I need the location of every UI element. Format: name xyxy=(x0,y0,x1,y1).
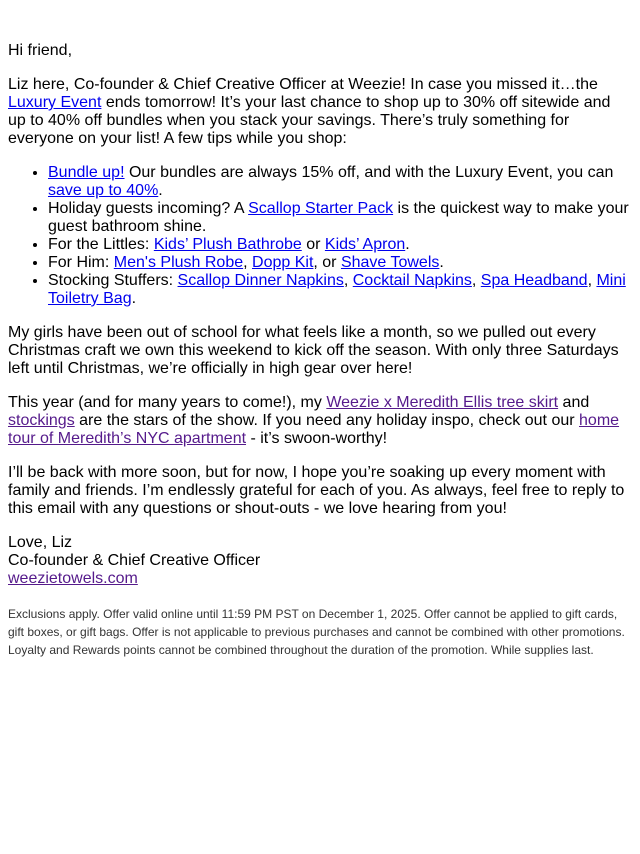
kids-plush-bathrobe-link[interactable]: Kids’ Plush Bathrobe xyxy=(153,236,302,253)
bundle-end: . xyxy=(158,182,163,199)
greeting: Hi friend, xyxy=(8,42,73,59)
this-year-text: This year (and for many years to come!), my xyxy=(8,394,327,411)
intro-text-2: ends tomorrow! It’s your last chance to shop up to 30% off sitewide and up to 40% off bundles when you stack your savings. There’s truly something for everyone on your list! A few tips while you shop: xyxy=(8,94,611,147)
intro-text: Liz here, Co-founder & Chief Creative Officer at Weezie! In case you missed it…the xyxy=(8,76,598,93)
signature-block xyxy=(8,534,632,588)
bundle-text: Our bundles are always 15% off, and with the Luxury Event, you can xyxy=(124,164,614,181)
list-item-holiday xyxy=(48,200,632,236)
holiday-end: is the quickest way to make your guest bathroom shine. xyxy=(48,200,629,235)
mini-toiletry-bag-link[interactable]: Mini Toiletry Bag xyxy=(48,272,626,307)
signature-sign: Love, Liz xyxy=(8,534,73,551)
list-item-stocking xyxy=(48,272,632,308)
kids-apron-link[interactable]: Kids’ Apron xyxy=(324,236,406,253)
tips-list xyxy=(8,164,632,308)
this-year-text-4: - it’s swoon-worthy! xyxy=(246,430,388,447)
stocking-sep-1: , xyxy=(343,272,353,289)
tree-skirt-link[interactable]: Weezie x Meredith Ellis tree skirt xyxy=(326,394,559,411)
stockings-link[interactable]: stockings xyxy=(8,412,75,429)
website-link[interactable]: weezietowels.com xyxy=(8,570,138,587)
bundle-up-link[interactable]: Bundle up! xyxy=(48,164,125,181)
home-tour-link[interactable]: home tour of Meredith’s NYC apartment xyxy=(8,412,620,447)
this-year-text-3: are the stars of the show. If you need any holiday inspo, check out our xyxy=(74,412,580,429)
disclaimer: Exclusions apply. Offer valid online until 11:59 PM PST on December 1, 2025. Offer cannot be applied to gift cards, gift boxes, or gift bags. Offer is not applicable to previous purchases and cannot be combined with other promotions. Loyalty and Rewards points cannot be combined throughout the duration of the promotion. While supplies last. xyxy=(8,607,625,657)
scallop-starter-pack-link[interactable]: Scallop Starter Pack xyxy=(248,200,394,217)
him-sep-2: , or xyxy=(313,254,341,271)
him-sep-1: , xyxy=(243,254,253,271)
dopp-kit-link[interactable]: Dopp Kit xyxy=(252,254,314,271)
holiday-text: Holiday guests incoming? A xyxy=(48,200,249,217)
him-end: . xyxy=(439,254,444,271)
shave-towels-link[interactable]: Shave Towels xyxy=(340,254,440,271)
stocking-end: . xyxy=(131,290,137,307)
mens-plush-robe-link[interactable]: Men's Plush Robe xyxy=(113,254,244,271)
intro-paragraph xyxy=(8,76,632,148)
stocking-sep-3: , xyxy=(587,272,597,289)
save-up-to-40-link[interactable]: save up to 40% xyxy=(48,182,159,199)
this-year-paragraph xyxy=(8,394,632,448)
stocking-sep-2: , xyxy=(471,272,481,289)
list-item-bundle xyxy=(48,164,632,200)
luxury-event-link[interactable]: Luxury Event xyxy=(8,94,102,111)
littles-end: . xyxy=(405,236,410,253)
this-year-text-2: and xyxy=(558,394,590,411)
spa-headband-link[interactable]: Spa Headband xyxy=(480,272,588,289)
school-paragraph: My girls have been out of school for what feels like a month, so we pulled out every Christmas craft we own this weekend to kick off the season. With only three Saturdays left until Christmas, we’re officially in high gear over here! xyxy=(8,324,619,377)
scallop-dinner-napkins-link[interactable]: Scallop Dinner Napkins xyxy=(177,272,344,289)
list-item-littles xyxy=(48,236,632,254)
him-text: For Him: xyxy=(48,254,114,271)
signature-title: Co-founder & Chief Creative Officer xyxy=(8,552,261,569)
list-item-him xyxy=(48,254,632,272)
stocking-text: Stocking Stuffers: xyxy=(48,272,178,289)
closing-paragraph: I’ll be back with more soon, but for now, I hope you’re soaking up every moment with family and friends. I’m endlessly grateful for each of you. As always, feel free to reply to this email with any questions or shout-outs - we love hearing from you! xyxy=(8,464,625,517)
littles-text: For the Littles: xyxy=(48,236,154,253)
cocktail-napkins-link[interactable]: Cocktail Napkins xyxy=(352,272,472,289)
littles-sep: or xyxy=(301,236,325,253)
